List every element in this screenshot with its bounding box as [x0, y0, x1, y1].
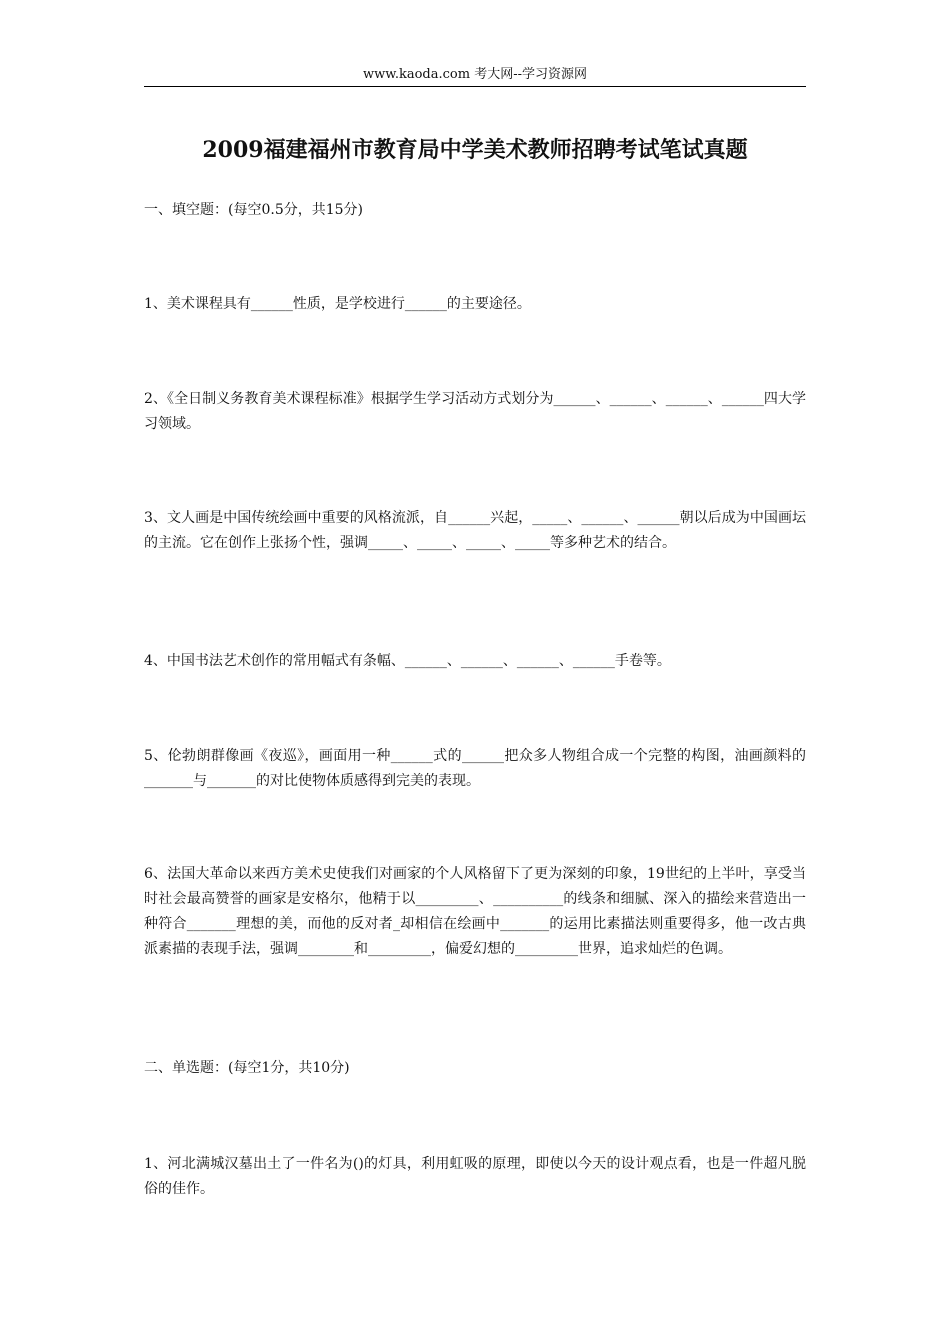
question-2-1: 1、河北满城汉墓出土了一件名为()的灯具，利用虹吸的原理，即使以今天的设计观点看，也是一件超凡脱俗的佳作。 [144, 1156, 806, 1197]
page-title: 2009福建福州市教育局中学美术教师招聘考试笔试真题 [202, 137, 748, 163]
question-1-5: 5、伦勃朗群像画《夜巡》，画面用一种______式的______把众多人物组合成一个完整的构图，油画颜料的_______与_______的对比使物体质感得到完美的表现。 [144, 748, 806, 789]
header-rule [144, 86, 806, 87]
section-heading-single-choice: 二、单选题：(每空1分，共10分) [144, 1060, 350, 1076]
question-1-2: 2、《全日制义务教育美术课程标准》根据学生学习活动方式划分为______、______、______、______四大学习领域。 [144, 391, 806, 432]
question-1-1: 1、美术课程具有______性质，是学校进行______的主要途径。 [144, 296, 531, 312]
question-1-6: 6、法国大革命以来西方美术史使我们对画家的个人风格留下了更为深刻的印象，19世纪的上半叶，享受当时社会最高赞誉的画家是安格尔，他精于以_________、__________的线条和细腻、深入的描绘来营造出一种符合_______理想的美，而他的反对者_却相信在绘画中_______的运用比素描法则重要得多，他一改古典派素描的表现手法，强调________和_________，偏爱幻想的_________世界，追求灿烂的色调。 [144, 866, 806, 957]
question-1-3: 3、文人画是中国传统绘画中重要的风格流派，自______兴起，_____、______、______朝以后成为中国画坛的主流。它在创作上张扬个性，强调_____、_____、_____、_____等多种艺术的结合。 [144, 510, 806, 551]
page-header: www.kaoda.com 考大网--学习资源网 [363, 67, 587, 82]
question-1-4: 4、中国书法艺术创作的常用幅式有条幅、______、______、______、______手卷等。 [144, 653, 671, 669]
section-heading-fill-in: 一、填空题：(每空0.5分，共15分) [144, 202, 364, 218]
